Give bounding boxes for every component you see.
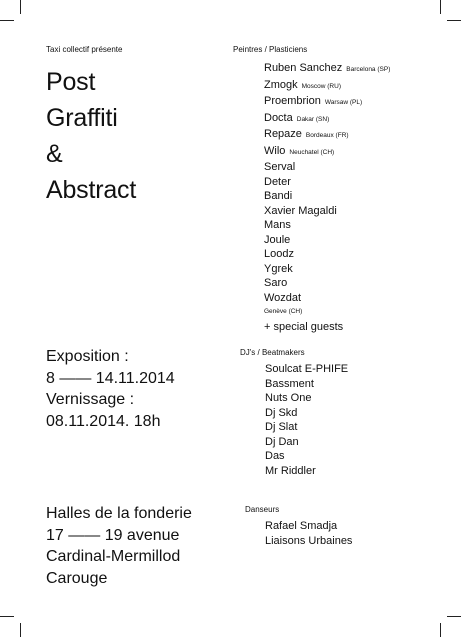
exposition-dates: 8 —— 14.11.2014 (46, 369, 175, 387)
crop-mark-bottom-right (440, 623, 441, 637)
artist-city: Moscow (RU) (301, 82, 341, 90)
crop-mark-top-left (20, 0, 21, 14)
artist-row (264, 204, 390, 219)
venue-line: Carouge (46, 569, 108, 587)
crop-mark-top-left-h (0, 20, 14, 21)
vernissage-label: Vernissage : (46, 391, 135, 408)
title-line: Abstract (46, 176, 137, 204)
crop-mark-bottom-right-h (447, 616, 461, 617)
crop-mark-bottom-left (20, 623, 21, 637)
crop-mark-bottom-left-h (0, 616, 14, 617)
artist-row (264, 262, 390, 277)
artist-row (264, 247, 390, 262)
poster-title (46, 64, 136, 208)
artist-name: Deter (264, 175, 291, 188)
djs-list (265, 362, 348, 478)
title-line: Graffiti (46, 104, 118, 132)
artists-list (264, 61, 390, 334)
crop-mark-top-right (440, 0, 441, 14)
artist-city: Barcelona (SP) (346, 66, 391, 73)
dancers-list (265, 519, 352, 548)
artist-name: Ygrek (264, 262, 293, 275)
exposition-block (46, 346, 175, 432)
artist-name: Zmogk (264, 78, 298, 91)
artist-row (264, 175, 390, 190)
dj-name: Dj Dan (265, 435, 299, 448)
artist-row (264, 78, 390, 95)
dancer-name: Liaisons Urbaines (265, 534, 353, 547)
dj-name: Dj Slat (265, 421, 298, 433)
artist-row (264, 160, 390, 175)
artist-row (264, 291, 390, 306)
artist-name: Joule (264, 233, 291, 246)
artist-city: Dakar (SN) (296, 115, 330, 123)
djs-heading: DJ's / Beatmakers (240, 348, 305, 357)
artist-city: Neuchatel (CH) (289, 148, 335, 156)
artist-row (264, 276, 390, 291)
exposition-label: Exposition : (46, 348, 129, 365)
artist-row (264, 233, 390, 248)
artist-row (264, 111, 390, 128)
artist-name: Proembrion (264, 95, 321, 107)
venue-line: 17 —— 19 avenue (46, 526, 180, 544)
artist-row (264, 127, 390, 144)
artist-name: Ruben Sanchez (264, 62, 343, 74)
dancer-name: Rafael Smadja (265, 520, 338, 532)
special-guests: + special guests (264, 320, 344, 333)
dj-name: Das (265, 450, 285, 462)
dj-name: Bassment (265, 377, 314, 390)
artist-row (264, 144, 390, 161)
dj-name: Mr Riddler (265, 464, 316, 477)
artist-city: Bordeaux (FR) (305, 132, 349, 139)
artists-heading: Peintres / Plasticiens (233, 45, 308, 54)
artist-name: Loodz (264, 248, 294, 260)
artist-row (264, 61, 390, 78)
artist-name: Saro (264, 277, 288, 289)
artist-name: Repaze (264, 128, 302, 140)
venue-block (46, 503, 192, 589)
title-line: & (46, 140, 63, 168)
crop-mark-top-right-h (447, 20, 461, 21)
artist-name: Wozdat (264, 291, 302, 304)
dancers-heading: Danseurs (245, 505, 280, 514)
artist-row (264, 94, 390, 111)
dj-name: Soulcat E-PHIFE (265, 363, 349, 375)
artist-row (264, 218, 390, 233)
artist-city: Warsaw (PL) (324, 99, 363, 106)
artist-name: Xavier Magaldi (264, 204, 337, 217)
venue-line: Halles de la fonderie (46, 505, 192, 522)
presenter-label: Taxi collectif présente (46, 45, 123, 54)
artist-name: Docta (264, 111, 293, 124)
dj-name: Dj Skd (265, 406, 298, 419)
artist-row (264, 189, 390, 204)
vernissage-date: 08.11.2014. 18h (46, 412, 161, 430)
artist-name: Bandi (264, 190, 293, 202)
artist-name: Wilo (264, 144, 286, 157)
artist-name: Serval (264, 161, 296, 173)
venue-line: Cardinal-Mermillod (46, 548, 181, 565)
artist-name: Mans (264, 219, 291, 231)
artists-city-note: Genève (CH) (264, 308, 303, 315)
title-line: Post (46, 68, 96, 96)
dj-name: Nuts One (265, 392, 312, 404)
